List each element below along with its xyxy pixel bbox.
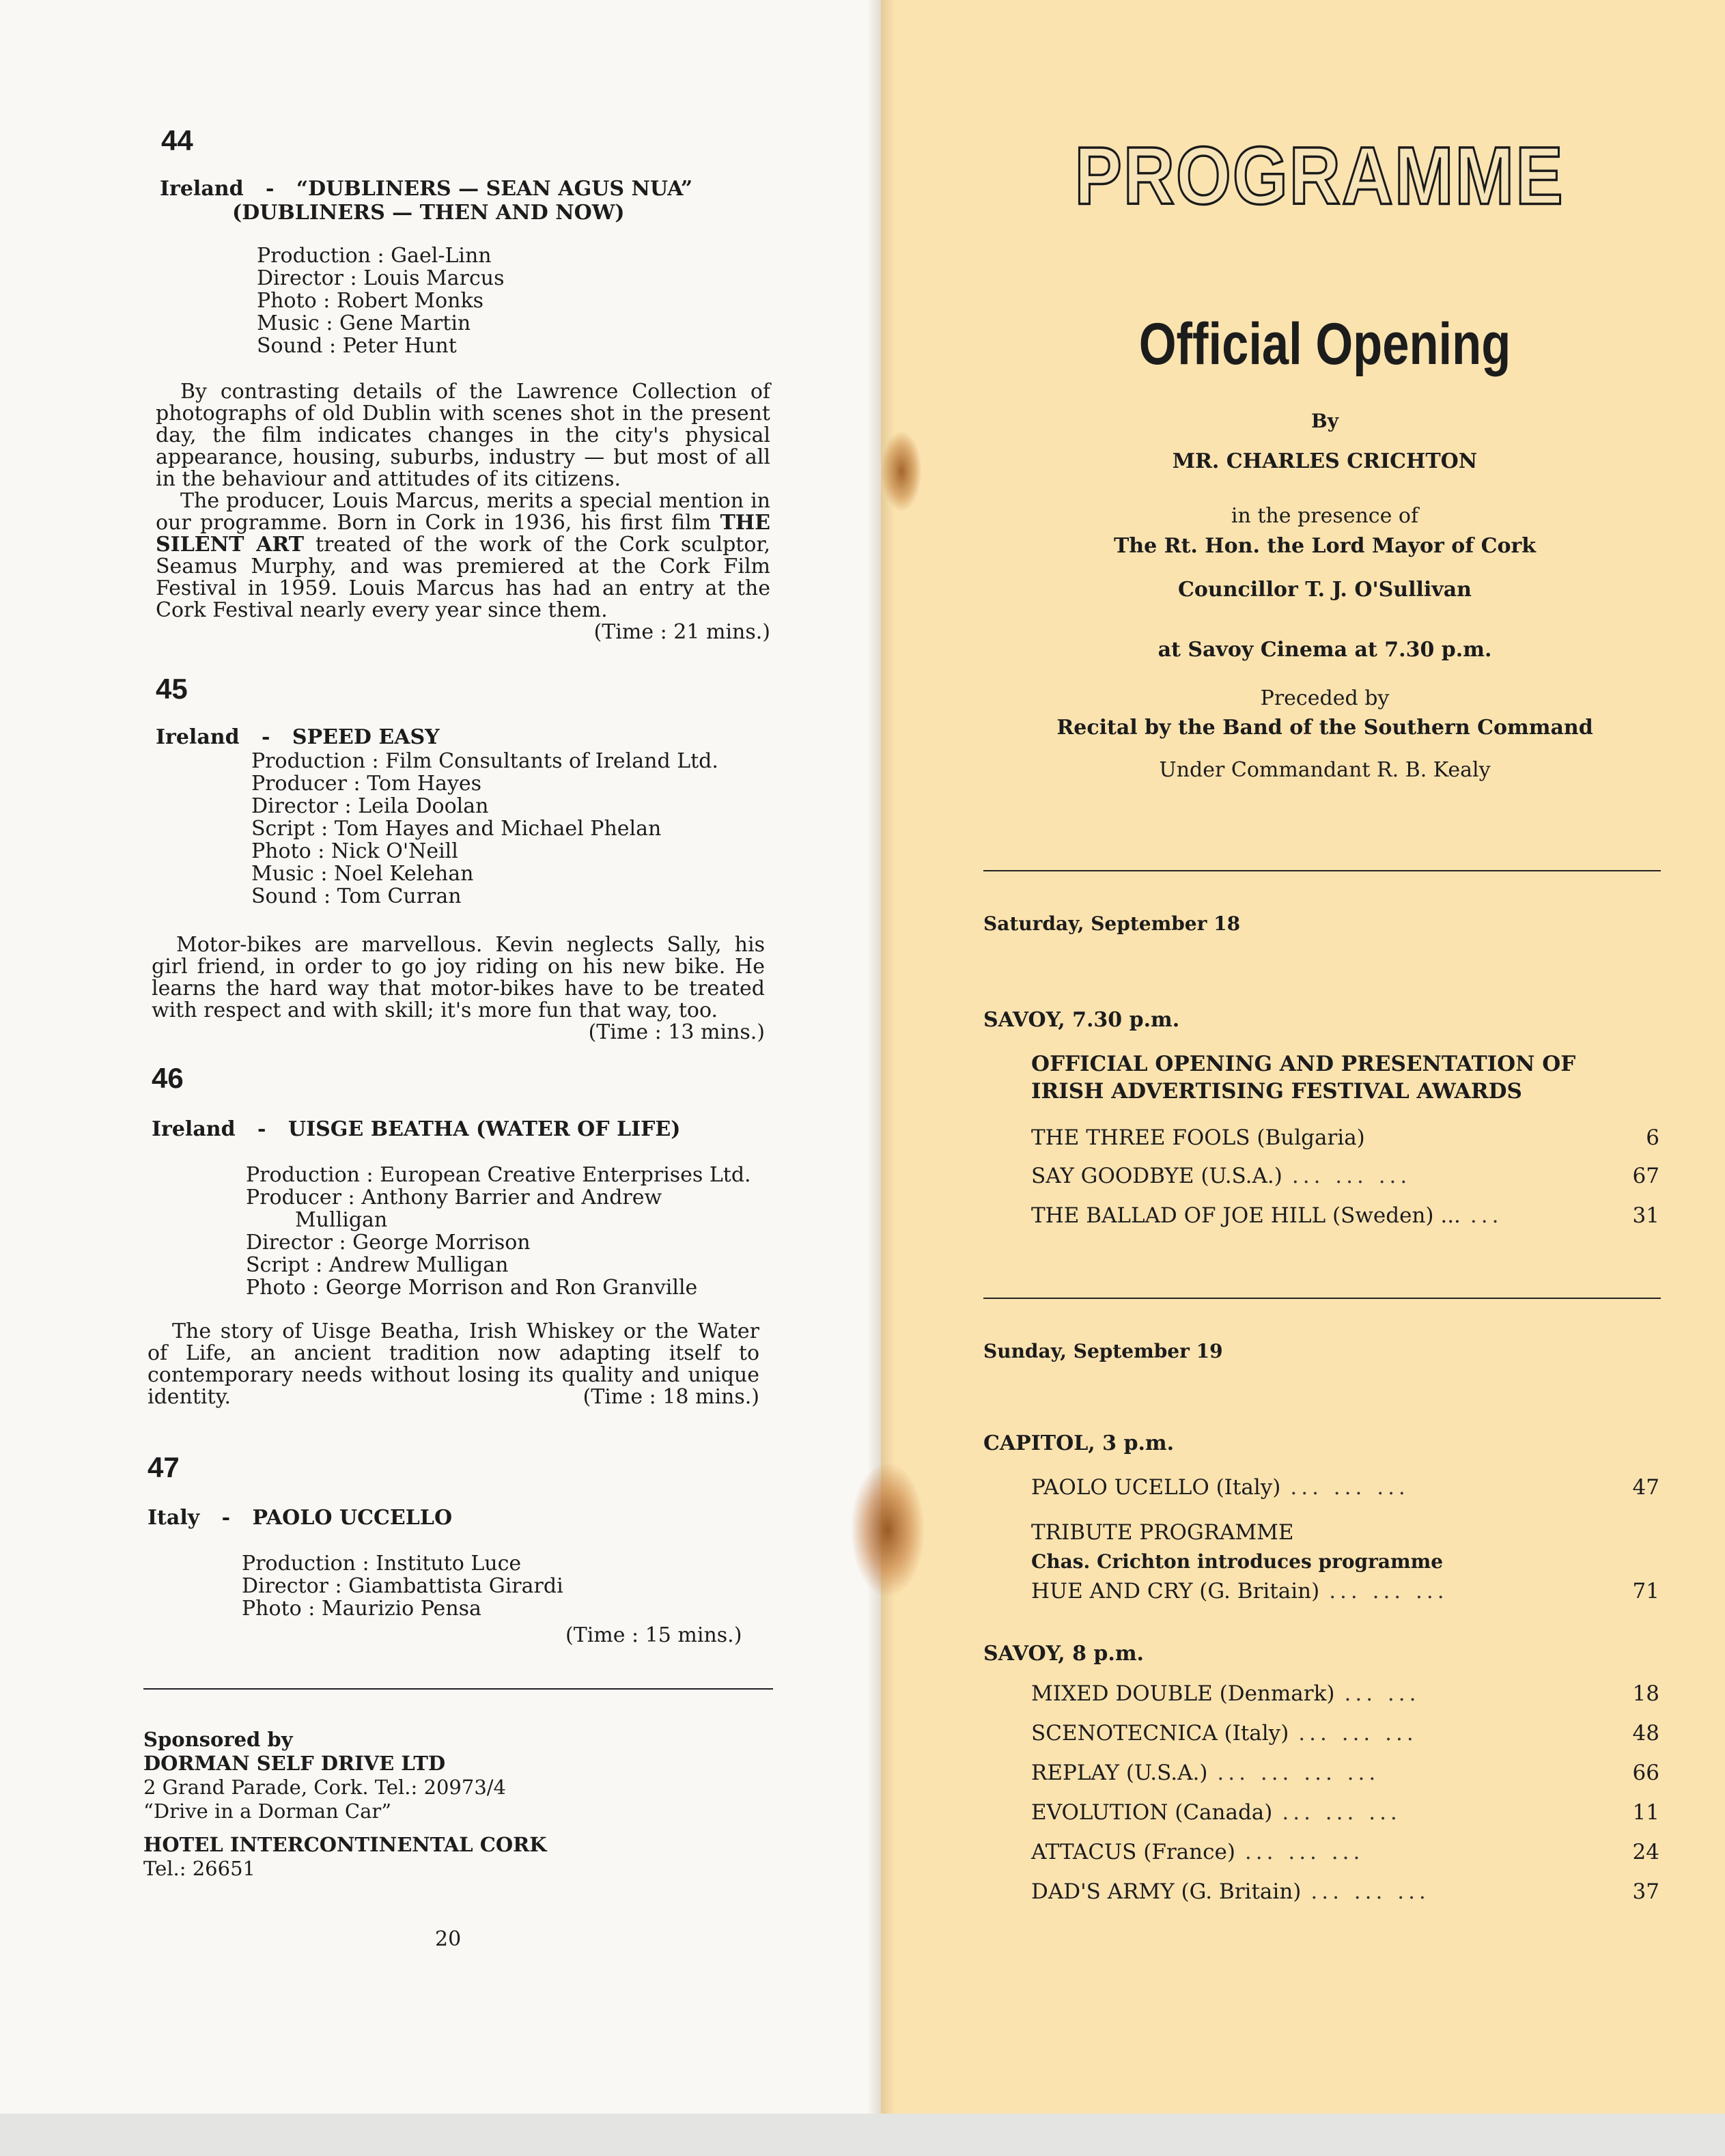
opening-preceded: Preceded by	[1260, 686, 1390, 710]
leader-dots: ...	[1470, 1203, 1503, 1228]
entry-title: UISGE BEATHA (WATER OF LIFE)	[288, 1117, 681, 1141]
entry-heading	[156, 725, 440, 749]
film-title: THE BALLAD OF JOE HILL (Sweden) ...	[1031, 1203, 1461, 1228]
venue-heading: CAPITOL, 3 p.m.	[983, 1431, 1175, 1455]
credit-line: Producer : Anthony Barrier and Andrew	[246, 1186, 662, 1209]
sponsor-block	[143, 1728, 546, 1881]
opening-councillor: Councillor T. J. O'Sullivan	[1178, 578, 1472, 602]
credit-line: Sound : Tom Curran	[251, 884, 462, 908]
leader-dots: ... ... ...	[1290, 1475, 1410, 1500]
day-heading: Sunday, September 19	[983, 1340, 1223, 1362]
entry-credits	[246, 1164, 751, 1299]
running-time: (Time : 21 mins.)	[593, 620, 770, 644]
credit-line: Script : Andrew Mulligan	[246, 1253, 509, 1277]
credit-line: Music : Gene Martin	[257, 311, 471, 335]
entry-separator: -	[262, 725, 270, 749]
entry-separator: -	[221, 1506, 231, 1530]
event-title: IRISH ADVERTISING FESTIVAL AWARDS	[1031, 1079, 1522, 1104]
entry-title: SPEED EASY	[292, 725, 440, 749]
day-heading: Saturday, September 18	[983, 912, 1241, 935]
entry-description	[152, 934, 765, 1044]
credit-line: Music : Noel Kelehan	[251, 862, 474, 886]
film-number: 37	[1632, 1879, 1659, 1904]
entry-number: 47	[148, 1451, 180, 1483]
binding-gutter	[867, 0, 895, 2114]
entry-heading	[148, 1506, 452, 1530]
leader-dots: ... ... ...	[1282, 1800, 1401, 1825]
entry-heading	[152, 1117, 681, 1141]
opening-venue: at Savoy Cinema at 7.30 p.m.	[1158, 638, 1492, 662]
credit-line: Script : Tom Hayes and Michael Phelan	[251, 817, 662, 841]
leader-dots: ... ... ...	[1244, 1840, 1364, 1864]
film-number: 31	[1632, 1203, 1659, 1228]
entry-title: “DUBLINERS — SEAN AGUS NUA”	[296, 177, 693, 201]
credit-line: Production : European Creative Enterprises Ltd.	[246, 1163, 751, 1187]
credit-line: Photo : Robert Monks	[257, 289, 484, 313]
credit-line: Photo : Nick O'Neill	[251, 839, 458, 863]
film-number: 11	[1632, 1800, 1659, 1825]
description-text: treated of the work of the Cork sculptor, Seamus Murphy, and was premiered at the Cork Film Festival in 1959. Louis Marcus has had an entry at the Cork Festival nearly every year since them.	[156, 533, 770, 622]
hotel-phone: Tel.: 26651	[143, 1857, 255, 1880]
film-number: 66	[1632, 1761, 1659, 1785]
venue-heading: SAVOY, 7.30 p.m.	[983, 1008, 1180, 1032]
sponsor-label: Sponsored by	[143, 1728, 293, 1751]
film-row	[1031, 1800, 1659, 1825]
film-title: THE THREE FOOLS (Bulgaria)	[1031, 1125, 1365, 1150]
divider	[983, 1298, 1661, 1299]
film-number: 71	[1632, 1579, 1659, 1604]
entry-country: Ireland	[152, 1117, 236, 1141]
film-number: 47	[1632, 1475, 1659, 1500]
hotel-name: HOTEL INTERCONTINENTAL CORK	[143, 1833, 547, 1856]
description-paragraph: The story of Uisge Beatha, Irish Whiskey or the Water of Life, an ancient tradition now adapting itself to contemporary needs without losing its quality and unique identity.	[148, 1319, 759, 1409]
entry-credits	[251, 750, 718, 908]
entry-credits	[242, 1552, 563, 1620]
film-row	[1031, 1840, 1659, 1864]
film-title: SCENOTECNICA (Italy)	[1031, 1721, 1289, 1746]
entry-separator: -	[266, 177, 275, 201]
credit-line: Photo : Maurizio Pensa	[242, 1597, 481, 1621]
entry-credits	[257, 244, 504, 357]
sponsor-address: 2 Grand Parade, Cork. Tel.: 20973/4	[143, 1776, 506, 1799]
description-paragraph	[156, 490, 770, 621]
running-time: (Time : 18 mins.)	[583, 1385, 759, 1409]
venue-heading: SAVOY, 8 p.m.	[983, 1642, 1145, 1666]
entry-separator: -	[257, 1117, 266, 1141]
description-paragraph: By contrasting details of the Lawrence Collection of photographs of old Dublin with scenes shot in the present day, the film indicates changes in the city's physical appearance, housing, suburbs, industry — but most of all in the behaviour and attitudes of its citizens.	[156, 380, 770, 491]
film-title: DAD'S ARMY (G. Britain)	[1031, 1879, 1302, 1904]
entry-number: 46	[152, 1062, 184, 1094]
leader-dots	[1365, 1125, 1625, 1150]
divider	[143, 1688, 773, 1690]
opening-commandant: Under Commandant R. B. Kealy	[1159, 758, 1491, 782]
leader-dots: ... ... ... ...	[1217, 1761, 1380, 1785]
programme-header: PROGRAMME	[1074, 130, 1565, 222]
entry-country: Ireland	[156, 725, 240, 749]
film-title: ATTACUS (France)	[1031, 1840, 1235, 1864]
film-number: 67	[1632, 1164, 1659, 1188]
entry-subtitle: (DUBLINERS — THEN AND NOW)	[232, 201, 625, 225]
credit-line: Producer : Tom Hayes	[251, 772, 482, 796]
film-row	[1031, 1164, 1659, 1188]
film-title: SAY GOODBYE (U.S.A.)	[1031, 1164, 1282, 1188]
sponsor-slogan: “Drive in a Dorman Car”	[143, 1800, 392, 1823]
credit-line: Director : Louis Marcus	[257, 266, 505, 290]
credit-line: Director : Leila Doolan	[251, 794, 489, 818]
credit-line: Director : George Morrison	[246, 1231, 531, 1255]
film-number: 24	[1632, 1840, 1659, 1864]
description-text: The producer, Louis Marcus, merits a special mention in our programme. Born in Cork in 1936, his first film	[156, 489, 770, 535]
leader-dots: ... ... ...	[1329, 1579, 1448, 1604]
leader-dots: ... ...	[1344, 1681, 1420, 1706]
opening-person: MR. CHARLES CRICHTON	[1172, 449, 1478, 473]
stain-lower	[850, 1461, 925, 1598]
film-title: MIXED DOUBLE (Denmark)	[1031, 1681, 1335, 1706]
leader-dots: ... ... ...	[1298, 1721, 1418, 1746]
film-row	[1031, 1125, 1659, 1150]
entry-title: PAOLO UCCELLO	[252, 1506, 453, 1530]
entry-description	[148, 1321, 759, 1408]
entry-country: Ireland	[160, 177, 244, 201]
credit-line: Mulligan	[295, 1208, 388, 1232]
running-time: (Time : 15 mins.)	[565, 1623, 742, 1647]
leader-dots: ... ... ...	[1310, 1879, 1430, 1904]
film-row	[1031, 1721, 1659, 1746]
sponsor-name: DORMAN SELF DRIVE LTD	[143, 1752, 446, 1775]
tribute-note: Chas. Crichton introduces programme	[1031, 1550, 1444, 1573]
film-title: REPLAY (U.S.A.)	[1031, 1761, 1208, 1785]
film-title-bold: THE SILENT ART	[156, 511, 770, 557]
entry-number: 45	[156, 673, 188, 705]
entry-description	[156, 381, 770, 643]
credit-line: Sound : Peter Hunt	[257, 334, 457, 358]
credit-line: Production : Film Consultants of Ireland Ltd.	[251, 749, 718, 773]
event-title: OFFICIAL OPENING AND PRESENTATION OF	[1031, 1052, 1576, 1076]
credit-line: Photo : George Morrison and Ron Granville	[246, 1276, 698, 1300]
film-row	[1031, 1203, 1659, 1228]
film-row	[1031, 1681, 1659, 1706]
film-row	[1031, 1475, 1659, 1500]
entry-heading	[160, 177, 692, 201]
credit-line: Production : Gael-Linn	[257, 244, 492, 268]
credit-line: Director : Giambattista Girardi	[242, 1574, 563, 1598]
leader-dots: ... ... ...	[1291, 1164, 1412, 1188]
film-title: PAOLO UCELLO (Italy)	[1031, 1475, 1281, 1500]
credit-line: Production : Instituto Luce	[242, 1552, 522, 1576]
page-number: 20	[435, 1927, 462, 1951]
stain-upper	[881, 430, 922, 512]
description-paragraph: Motor-bikes are marvellous. Kevin neglects Sally, his girl friend, in order to go joy riding on his new bike. He learns the hard way that motor-bikes have to be treated with respect and with skill; it's more fun that way, too.	[152, 933, 765, 1022]
film-number: 18	[1632, 1681, 1659, 1706]
opening-mayor: The Rt. Hon. the Lord Mayor of Cork	[1113, 534, 1537, 558]
divider	[983, 870, 1661, 871]
film-number: 6	[1646, 1125, 1659, 1150]
entry-number: 44	[161, 124, 193, 156]
opening-recital: Recital by the Band of the Southern Command	[1056, 716, 1593, 740]
film-title: EVOLUTION (Canada)	[1031, 1800, 1273, 1825]
opening-presence: in the presence of	[1231, 504, 1419, 528]
film-number: 48	[1632, 1721, 1659, 1746]
running-time: (Time : 13 mins.)	[588, 1020, 765, 1044]
film-row	[1031, 1579, 1659, 1604]
film-row	[1031, 1879, 1659, 1904]
official-opening-title: Official Opening	[1138, 311, 1511, 377]
opening-by: By	[1311, 410, 1338, 432]
entry-country: Italy	[148, 1506, 200, 1530]
tribute-heading: TRIBUTE PROGRAMME	[1031, 1520, 1294, 1545]
film-row	[1031, 1761, 1659, 1785]
film-title: HUE AND CRY (G. Britain)	[1031, 1579, 1320, 1604]
